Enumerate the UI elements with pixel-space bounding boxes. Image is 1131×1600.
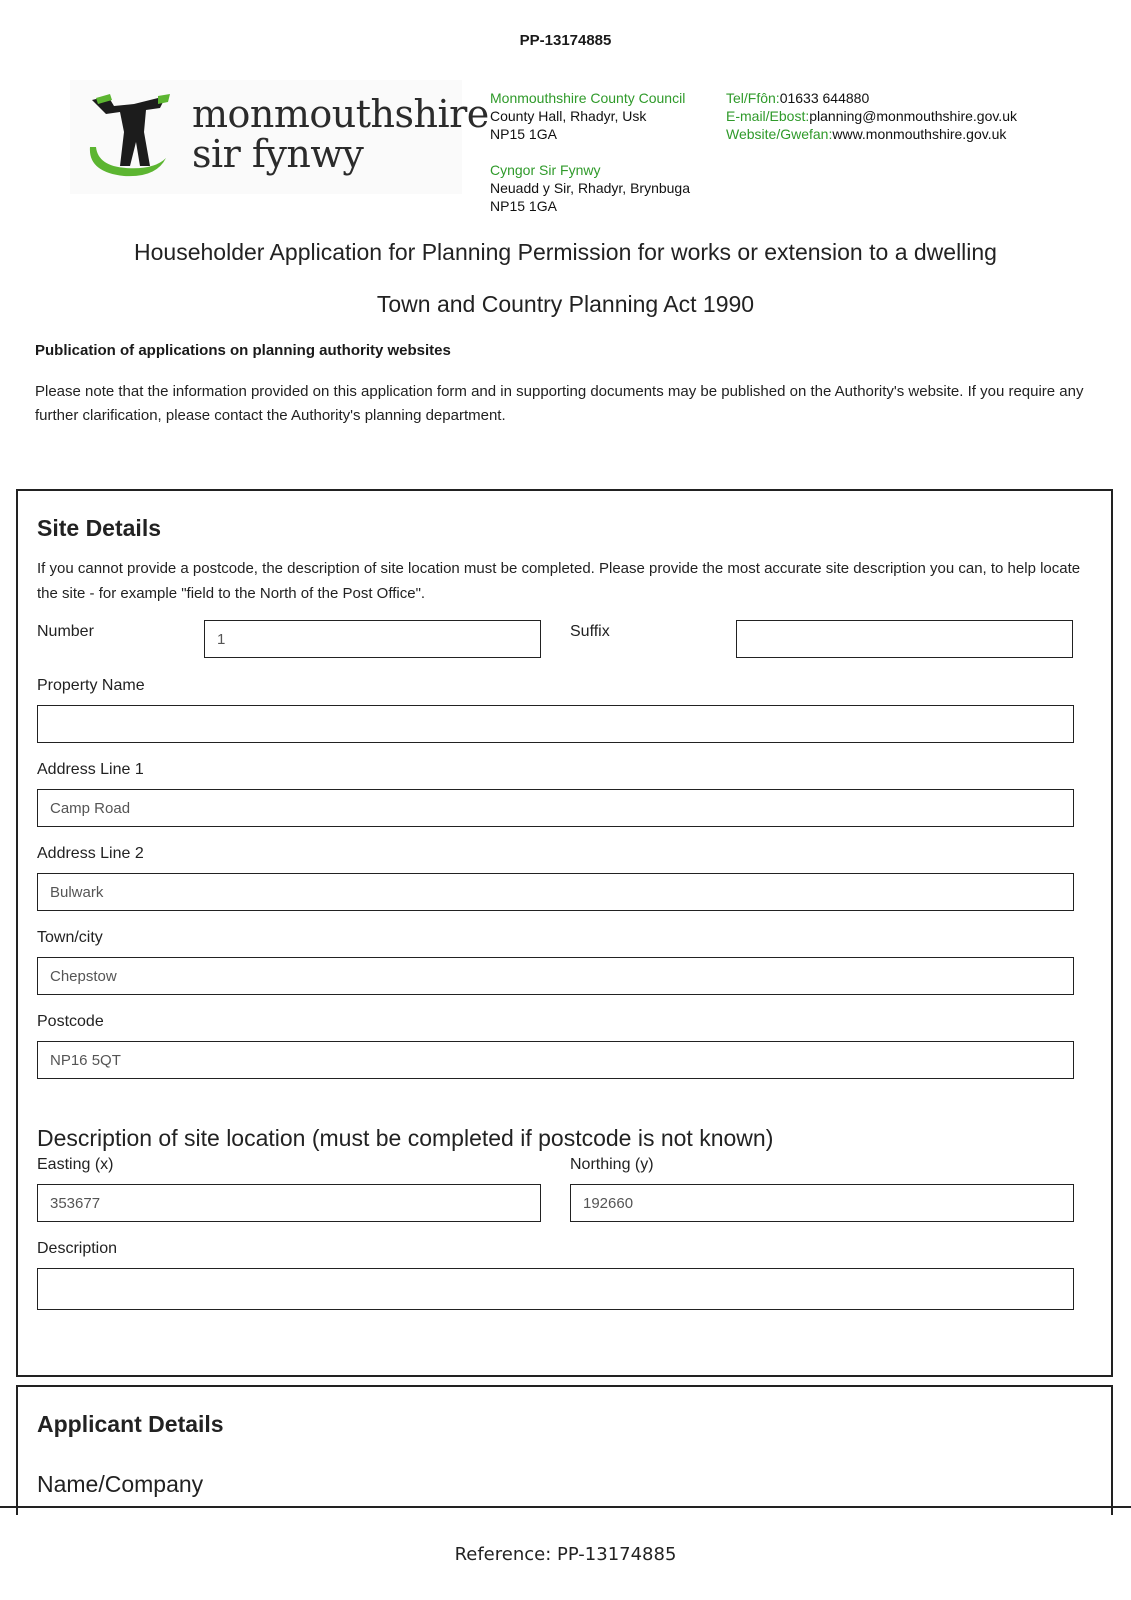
- council-address-block: Monmouthshire County Council County Hall, Rhadyr, Usk NP15 1GA Cyngor Sir Fynwy Neuadd y Sir, Rhadyr, Brynbuga NP15 1GA: [490, 90, 691, 214]
- footer-reference: Reference: PP-13174885: [454, 1544, 677, 1565]
- suffix-label: Suffix: [570, 623, 610, 640]
- property-name-input[interactable]: [37, 705, 1074, 743]
- reference-number-top: PP-13174885: [519, 32, 612, 49]
- applicant-details-title: Applicant Details: [37, 1411, 224, 1437]
- website-link[interactable]: www.monmouthshire.gov.uk: [832, 126, 1007, 142]
- address-line2-label: Address Line 2: [37, 845, 144, 862]
- property-name-label: Property Name: [37, 677, 145, 694]
- applicant-details-section: [16, 1385, 1113, 1515]
- address-line2-input[interactable]: [37, 873, 1074, 911]
- footer-divider: [0, 1506, 1131, 1508]
- council-contact-block: Tel/Ffôn:01633 644880 E-mail/Ebost:planning@monmouthshire.gov.uk Website/Gwefan:www.monmouthshire.gov.uk: [726, 90, 1017, 142]
- town-city-label: Town/city: [37, 929, 103, 946]
- number-label: Number: [37, 623, 94, 640]
- northing-label: Northing (y): [570, 1156, 654, 1173]
- suffix-input[interactable]: [736, 620, 1073, 658]
- easting-input[interactable]: [37, 1184, 541, 1222]
- postcode-input[interactable]: [37, 1041, 1074, 1079]
- council-logo: [70, 80, 489, 194]
- form-subtitle: Town and Country Planning Act 1990: [376, 291, 755, 317]
- site-details-title: Site Details: [37, 515, 161, 541]
- description-label: Description: [37, 1240, 118, 1257]
- form-title: Householder Application for Planning Permission for works or extension to a dwelling: [134, 239, 997, 265]
- address-line1-label: Address Line 1: [37, 761, 144, 778]
- email-link[interactable]: planning@monmouthshire.gov.uk: [809, 108, 1017, 124]
- easting-label: Easting (x): [37, 1156, 114, 1173]
- address-line1-input[interactable]: [37, 789, 1074, 827]
- northing-input[interactable]: [570, 1184, 1074, 1222]
- site-details-intro: If you cannot provide a postcode, the description of site location must be completed. Please provide the most accurate site description you can, to help locate the site - for example "field to the North of the Post Office".: [37, 560, 1081, 602]
- town-city-input[interactable]: [37, 957, 1074, 995]
- name-company-heading: Name/Company: [37, 1471, 204, 1497]
- description-input[interactable]: [37, 1268, 1074, 1310]
- publication-text: Please note that the information provided on this application form and in supporting documents may be published on the Authority's website. If you require any further clarification, please contact the Authority's planning department.: [35, 383, 1084, 424]
- postcode-label: Postcode: [37, 1013, 104, 1030]
- logo-wordmark: monmouthshire sir fynwy: [192, 92, 489, 176]
- site-details-section: [16, 489, 1113, 1377]
- dragon-crest-icon: [84, 92, 184, 182]
- site-location-heading: Description of site location (must be completed if postcode is not known): [37, 1125, 774, 1151]
- publication-heading: Publication of applications on planning authority websites: [35, 342, 451, 359]
- number-input[interactable]: [204, 620, 541, 658]
